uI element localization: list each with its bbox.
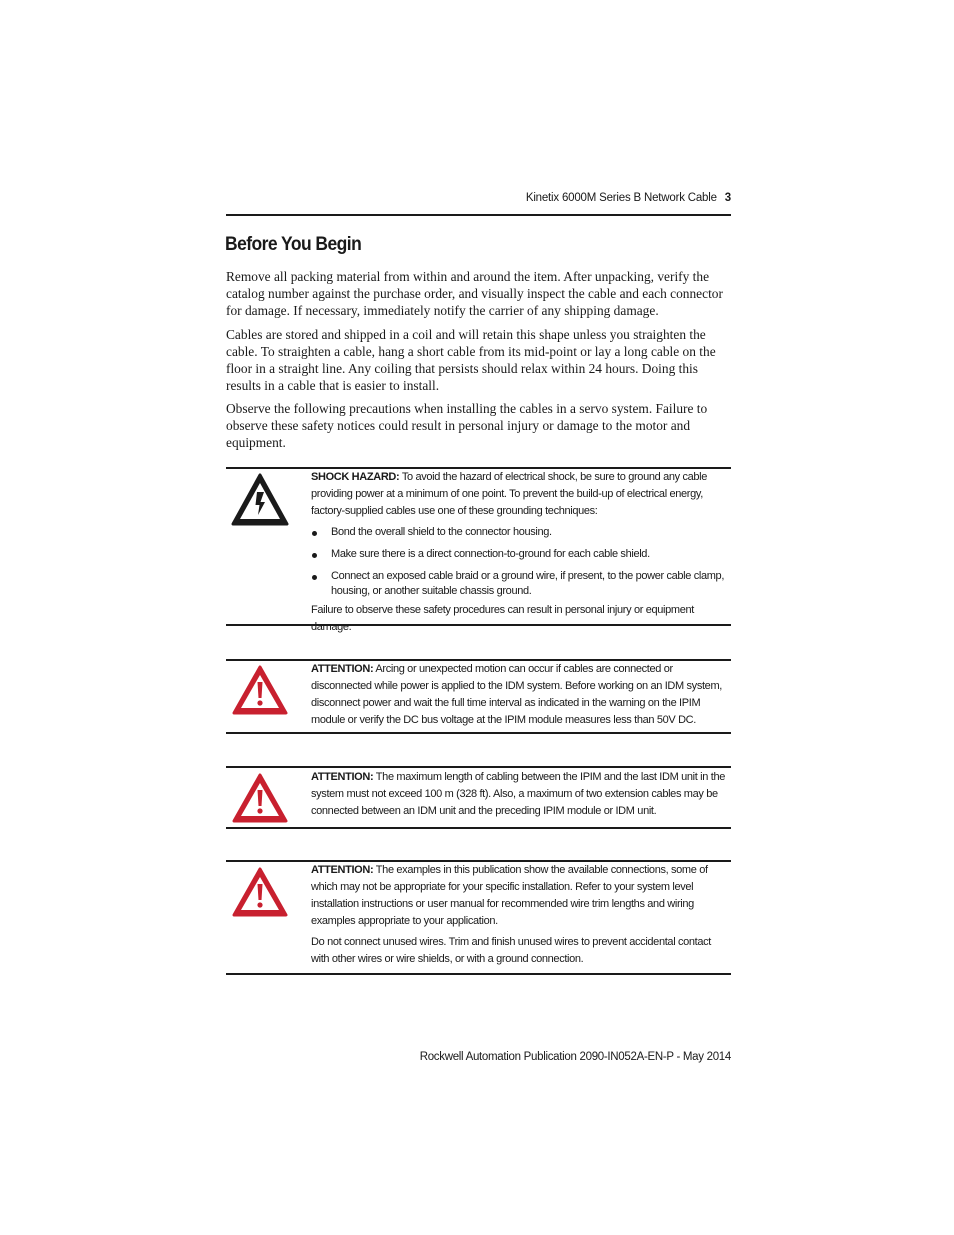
attention-arcing-paragraph bbox=[311, 661, 731, 729]
shock-hazard-description: To avoid the hazard of electrical shock, be sure to ground any cable providing power at a minimum of one point. To prevent the build-up of electrical energy, factory-supplied cables use one of these grounding techniques: bbox=[311, 471, 708, 517]
notice-rule-bottom bbox=[226, 624, 731, 626]
attention-cable-length-description: The maximum length of cabling between the IPIM and the last IDM unit in the system must not exceed 100 m (328 ft). Also, a maximum of two extension cables may be connected between an IDM unit and the preceding IPIM module or IDM unit. bbox=[311, 771, 725, 817]
notice-rule-bottom bbox=[226, 827, 731, 829]
attention-lead: ATTENTION: bbox=[311, 864, 374, 876]
electrical-shock-hazard-icon bbox=[231, 473, 289, 532]
shock-hazard-tail: Failure to observe these safety procedures can result in personal injury or equipment damage. bbox=[311, 604, 694, 633]
attention-cable-length-paragraph bbox=[311, 769, 731, 820]
header-rule bbox=[226, 214, 731, 216]
bullet-icon bbox=[312, 553, 317, 558]
attention-examples-notice bbox=[226, 860, 731, 976]
attention-warning-icon bbox=[231, 866, 289, 923]
bullet-icon bbox=[312, 575, 317, 580]
list-item bbox=[311, 525, 731, 540]
attention-cable-length-notice bbox=[226, 766, 731, 830]
publication-footer: Rockwell Automation Publication 2090-IN052A-EN-P - May 2014 bbox=[419, 1051, 731, 1063]
list-item-text: Connect an exposed cable braid or a ground wire, if present, to the power cable clamp, housing, or another suitable chassis ground. bbox=[331, 570, 725, 597]
attention-arcing-notice bbox=[226, 659, 731, 735]
notice-rule-bottom bbox=[226, 973, 731, 975]
attention-cable-length-text bbox=[311, 769, 731, 820]
attention-arcing-text bbox=[311, 661, 731, 729]
body-paragraph-3: Observe the following precautions when installing the cables in a servo system. Failure to observe these safety notices could result in personal injury or damage to the motor and equipment. bbox=[226, 401, 708, 450]
grounding-techniques-list bbox=[311, 525, 731, 599]
notice-rule-top bbox=[226, 766, 731, 768]
bullet-icon bbox=[312, 531, 317, 536]
body-paragraph-2: Cables are stored and shipped in a coil and will retain this shape unless you straighten the cable. To straighten a cable, hang a short cable from its mid-point or lay a long cable on the floor in a straight line. Any coiling that persists should relax within 24 hours. Doing this results in a cable that is easier to install. bbox=[226, 327, 716, 393]
section-title: Before You Begin bbox=[225, 234, 362, 255]
shock-hazard-text bbox=[311, 469, 731, 636]
attention-warning-icon bbox=[231, 664, 289, 721]
attention-lead: ATTENTION: bbox=[311, 663, 374, 675]
attention-examples-paragraph bbox=[311, 862, 731, 930]
body-paragraph-1: Remove all packing material from within and around the item. After unpacking, verify the catalog number against the purchase order, and visually inspect the cable and each connector for damage. If necessary, immediately notify the carrier of any shipping damage. bbox=[226, 269, 723, 318]
attention-warning-icon bbox=[231, 772, 289, 829]
list-item-text: Make sure there is a direct connection-to-ground for each cable shield. bbox=[331, 548, 650, 560]
shock-hazard-lead: SHOCK HAZARD: bbox=[311, 471, 400, 483]
attention-examples-description: The examples in this publication show the available connections, some of which may not be appropriate for your specific installation. Refer to your system level installation instructions or user manual for recommended wire trim lengths and wiring examples appropriate to your application. bbox=[311, 864, 708, 927]
list-item-text: Bond the overall shield to the connector housing. bbox=[331, 526, 552, 538]
shock-hazard-intro bbox=[311, 469, 731, 520]
page-number: 3 bbox=[724, 192, 731, 204]
attention-examples-second-paragraph: Do not connect unused wires. Trim and finish unused wires to prevent accidental contact with other wires or wire shields, or with a ground connection. bbox=[311, 936, 712, 965]
list-item bbox=[311, 547, 731, 562]
shock-hazard-notice bbox=[226, 467, 731, 633]
running-title: Kinetix 6000M Series B Network Cable bbox=[525, 192, 717, 204]
running-header bbox=[226, 192, 731, 210]
attention-lead: ATTENTION: bbox=[311, 771, 374, 783]
list-item bbox=[311, 569, 731, 599]
notice-rule-bottom bbox=[226, 732, 731, 734]
attention-examples-text bbox=[311, 862, 731, 968]
attention-arcing-description: Arcing or unexpected motion can occur if cables are connected or disconnected while power is applied to the IDM system. Before working on an IDM system, disconnect power and wait the full time interval as indicated in the warning on the IPIM module or verify the DC bus voltage at the IPIM module measures less than 50V DC. bbox=[311, 663, 722, 726]
